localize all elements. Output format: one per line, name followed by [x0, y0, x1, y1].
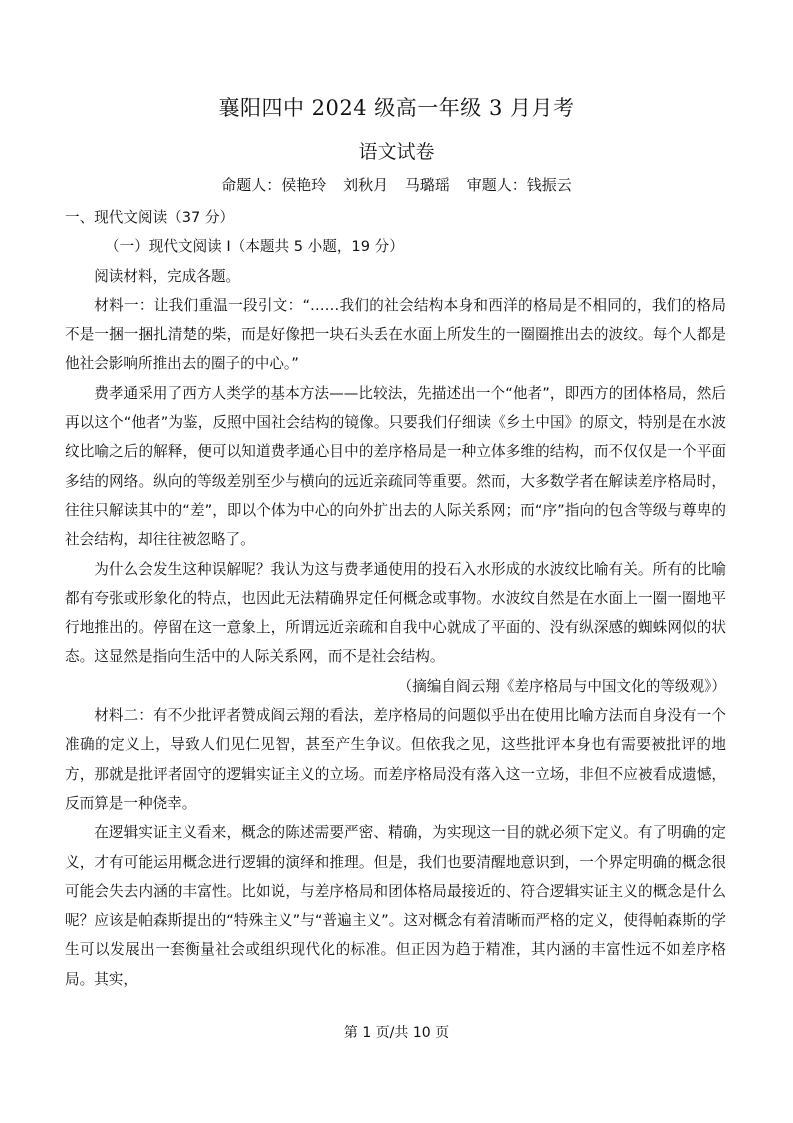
material2-paragraph-1: 材料二：有不少批评者赞成阎云翔的看法，差序格局的问题似乎出在使用比喻方法而自身没有一个准确的定义上，导致人们见仁见智，甚至产生争议。但依我之见，这些批评本身也有需要被批评的地方，那就是批评者固守的逻辑实证主义的立场。而差序格局没有落入这一立场，非但不应被看成遗憾，反而算是一种侥幸。: [65, 707, 726, 812]
exam-title: 襄阳四中 2024 级高一年级 3 月月考: [218, 96, 575, 120]
subsection-heading: （一）现代文阅读 I（本题共 5 小题，19 分）: [105, 238, 404, 256]
section-heading: 一、现代文阅读（37 分）: [65, 209, 235, 226]
instruction-text: 阅读材料，完成各题。: [94, 267, 241, 285]
material1-paragraph-3: 为什么会发生这种误解呢？我认为这与费孝通使用的投石入水形成的水波纹比喻有关。所有的比喻都有夸张或形象化的特点，也因此无法精确界定任何概念或事物。水波纹自然是在水面上一圈一圈地平行地推出的。停留在这一意象上，所谓远近亲疏和自我中心就成了平面的、没有纵深感的蜘蛛网似的状态。这显然是指向生活中的人际关系网，而不是社会结构。: [65, 560, 726, 666]
authors-line: [0, 173, 793, 197]
exam-subtitle: 语文试卷: [358, 141, 435, 163]
proposer-1: 命题人：侯艳玲: [221, 176, 327, 194]
material2-paragraph-2: 在逻辑实证主义看来，概念的陈述需要严密、精确，为实现这一目的就必须下定义。有了明确的定义，才有可能运用概念进行逻辑的演绎和推理。但是，我们也要清醒地意识到，一个界定明确的概念很可能会失去内涵的丰富性。比如说，与差序格局和团体格局最接近的、符合逻辑实证主义的概念是什么呢？应该是帕森斯提出的“特殊主义”与“普遍主义”。这对概念有着清晰而严格的定义，使得帕森斯的学生可以发展出一套衡量社会或组织现代化的标准。但正因为趋于精准，其内涵的丰富性远不如差序格局。其实，: [65, 824, 726, 988]
proposer-2: 刘秋月: [343, 176, 389, 194]
material1-paragraph-1: 材料一：让我们重温一段引文：“……我们的社会结构本身和西洋的格局是不相同的，我们的格局不是一捆一捆扎清楚的柴，而是好像把一块石头丢在水面上所发生的一圈圈推出去的波纹。每个人都是他社会影响所推出去的圈子的中心。”: [65, 296, 726, 373]
material1-paragraph-2: 费孝通采用了西方人类学的基本方法——比较法，先描述出一个“他者”，即西方的团体格局，然后再以这个“他者”为鉴，反照中国社会结构的镜像。只要我们仔细读《乡土中国》的原文，特别是在水波纹比喻之后的解释，便可以知道费孝通心目中的差序格局是一种立体多维的结构，而不仅仅是一个平面多结的网络。纵向的等级差别至少与横向的远近亲疏同等重要。然而，大多数学者在解读差序格局时，往往只解读其中的“差”，即以个体为中心的向外扩出去的人际关系网；而“序”指向的包含等级与尊卑的社会结构，却往往被忽略了。: [65, 384, 726, 549]
page-number: 第 1 页/共 10 页: [343, 1025, 450, 1041]
proposer-3: 马璐瑶: [404, 176, 450, 194]
reviewer: 审题人：钱振云: [466, 176, 572, 194]
material1-source: （摘编自阎云翔《差序格局与中国文化的等级观》）: [397, 677, 726, 695]
exam-body: [65, 203, 726, 994]
